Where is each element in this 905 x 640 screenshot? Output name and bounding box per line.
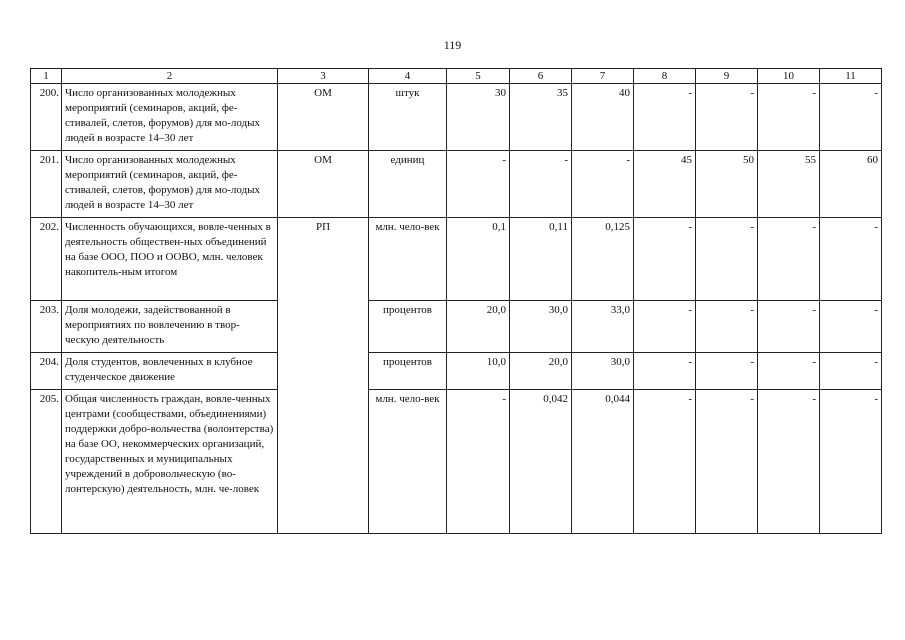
table-row xyxy=(31,218,882,301)
value-col-9: - xyxy=(696,390,758,534)
value-col-5: - xyxy=(447,151,510,218)
indicator-name: Число организованных молодежных мероприятий (семинаров, акций, фе-стивалей, слетов, форумов) для мо-лодых людей в возрасте 14–30 лет xyxy=(62,151,278,218)
value-col-7: 0,125 xyxy=(572,218,634,301)
table-header xyxy=(31,69,882,84)
value-col-8: - xyxy=(634,301,696,353)
value-col-11: - xyxy=(820,84,882,151)
value-col-6: 0,042 xyxy=(510,390,572,534)
value-col-6: 30,0 xyxy=(510,301,572,353)
unit-cell: млн. чело-век xyxy=(369,218,447,301)
value-col-5: - xyxy=(447,390,510,534)
indicator-name: Общая численность граждан, вовле-ченных центрами (сообществами, объединениями) поддержки добро-вольчества (волонтерства) на базе ОО, некоммерческих организаций, государственных и муниципальных учреждений в добровольческую (во-лонтерскую) деятельность, млн. че-ловек xyxy=(62,390,278,534)
row-number: 203. xyxy=(31,301,62,353)
value-col-9: 50 xyxy=(696,151,758,218)
value-col-8: 45 xyxy=(634,151,696,218)
value-col-11: - xyxy=(820,301,882,353)
indicator-name: Доля студентов, вовлеченных в клубное студенческое движение xyxy=(62,353,278,390)
unit-cell: единиц xyxy=(369,151,447,218)
value-col-8: - xyxy=(634,84,696,151)
header-col-10: 10 xyxy=(758,69,820,84)
value-col-10: - xyxy=(758,390,820,534)
header-col-6: 6 xyxy=(510,69,572,84)
value-col-8: - xyxy=(634,218,696,301)
value-col-9: - xyxy=(696,218,758,301)
row-number: 201. xyxy=(31,151,62,218)
value-col-5: 10,0 xyxy=(447,353,510,390)
value-col-9: - xyxy=(696,301,758,353)
header-col-5: 5 xyxy=(447,69,510,84)
header-col-11: 11 xyxy=(820,69,882,84)
header-col-7: 7 xyxy=(572,69,634,84)
value-col-10: - xyxy=(758,84,820,151)
value-col-6: - xyxy=(510,151,572,218)
value-col-6: 35 xyxy=(510,84,572,151)
value-col-8: - xyxy=(634,353,696,390)
page-number: 119 xyxy=(443,38,462,52)
value-col-10: 55 xyxy=(758,151,820,218)
indicators-table xyxy=(30,68,882,534)
value-col-11: - xyxy=(820,353,882,390)
value-col-10: - xyxy=(758,353,820,390)
row-number: 205. xyxy=(31,390,62,534)
row-number: 200. xyxy=(31,84,62,151)
unit-cell: процентов xyxy=(369,301,447,353)
table-row xyxy=(31,390,882,534)
value-col-5: 30 xyxy=(447,84,510,151)
table-row xyxy=(31,151,882,218)
table-row xyxy=(31,84,882,151)
row-number: 202. xyxy=(31,218,62,301)
row-number: 204. xyxy=(31,353,62,390)
source-cell: ОМ xyxy=(278,151,369,218)
unit-cell: млн. чело-век xyxy=(369,390,447,534)
value-col-9: - xyxy=(696,84,758,151)
unit-cell: процентов xyxy=(369,353,447,390)
value-col-11: - xyxy=(820,390,882,534)
value-col-10: - xyxy=(758,301,820,353)
header-col-4: 4 xyxy=(369,69,447,84)
table-row xyxy=(31,301,882,353)
header-col-9: 9 xyxy=(696,69,758,84)
value-col-8: - xyxy=(634,390,696,534)
indicator-name: Число организованных молодежных мероприятий (семинаров, акций, фе-стивалей, слетов, форумов) для мо-лодых людей в возрасте 14–30 лет xyxy=(62,84,278,151)
source-cell: РП xyxy=(278,218,369,534)
value-col-5: 0,1 xyxy=(447,218,510,301)
unit-cell: штук xyxy=(369,84,447,151)
table-row xyxy=(31,353,882,390)
value-col-9: - xyxy=(696,353,758,390)
value-col-11: - xyxy=(820,218,882,301)
indicator-name: Численность обучающихся, вовле-ченных в деятельность обществен-ных объединений на базе ООО, ПОО и ООВО, млн. человек накопитель-ным итогом xyxy=(62,218,278,301)
value-col-7: - xyxy=(572,151,634,218)
value-col-7: 40 xyxy=(572,84,634,151)
indicator-name: Доля молодежи, задействованной в мероприятиях по вовлечению в твор-ческую деятельность xyxy=(62,301,278,353)
header-col-3: 3 xyxy=(278,69,369,84)
header-row xyxy=(31,69,882,84)
value-col-6: 0,11 xyxy=(510,218,572,301)
value-col-7: 0,044 xyxy=(572,390,634,534)
value-col-7: 33,0 xyxy=(572,301,634,353)
value-col-11: 60 xyxy=(820,151,882,218)
header-col-1: 1 xyxy=(31,69,62,84)
header-col-2: 2 xyxy=(62,69,278,84)
source-cell: ОМ xyxy=(278,84,369,151)
value-col-10: - xyxy=(758,218,820,301)
value-col-7: 30,0 xyxy=(572,353,634,390)
value-col-5: 20,0 xyxy=(447,301,510,353)
header-col-8: 8 xyxy=(634,69,696,84)
value-col-6: 20,0 xyxy=(510,353,572,390)
